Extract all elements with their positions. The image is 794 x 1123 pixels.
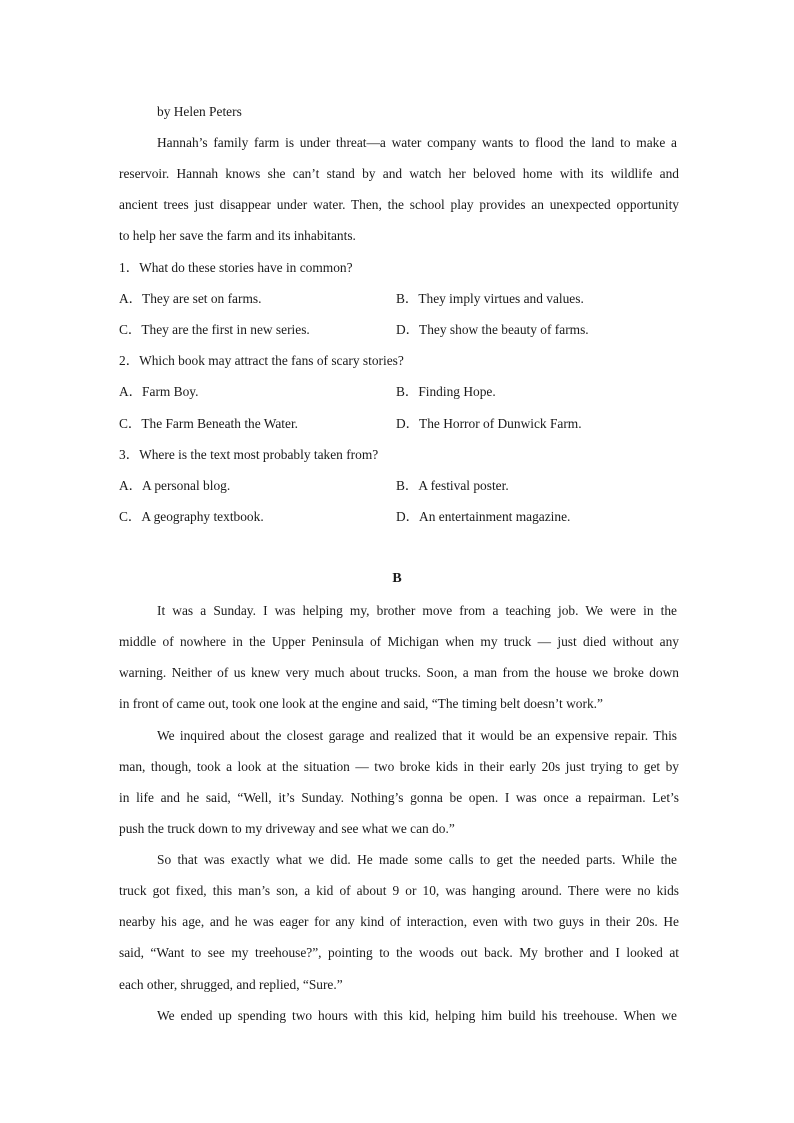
question-2-option-b: B．Finding Hope. <box>396 384 496 399</box>
passage-b-line: It was a Sunday. I was helping my, brother move from a teaching job. We were in the <box>157 603 677 618</box>
question-3-option-a: A．A personal blog. <box>119 478 231 493</box>
passage-b-line: each other, shrugged, and replied, “Sure.” <box>119 977 343 992</box>
question-2-option-d: D．The Horror of Dunwick Farm. <box>396 416 582 431</box>
question-1-option-d: D．They show the beauty of farms. <box>396 322 589 337</box>
question-2-option-a: A．Farm Boy. <box>119 384 199 399</box>
passage-a-line: to help her save the farm and its inhabitants. <box>119 228 356 243</box>
question-1-stem: 1．What do these stories have in common? <box>119 260 353 275</box>
passage-b-line: nearby his age, and he was eager for any kind of interaction, even with two guys in their 20s. He <box>119 914 679 929</box>
passage-b-line: push the truck down to my driveway and see what we can do.” <box>119 821 455 836</box>
passage-b-line: said, “Want to see my treehouse?”, pointing to the woods out back. My brother and I looked at <box>119 945 679 960</box>
question-1-option-b: B．They imply virtues and values. <box>396 291 584 306</box>
byline: by Helen Peters <box>157 104 242 119</box>
passage-b-line: man, though, took a look at the situation — two broke kids in their early 20s just trying to get by <box>119 759 679 774</box>
passage-b-line: warning. Neither of us knew very much about trucks. Soon, a man from the house we broke down <box>119 665 679 680</box>
passage-b-line: in front of came out, took one look at the engine and said, “The timing belt doesn’t work.” <box>119 696 603 711</box>
passage-b-line: We ended up spending two hours with this kid, helping him build his treehouse. When we <box>157 1008 677 1023</box>
passage-a-line: reservoir. Hannah knows she can’t stand by and watch her beloved home with its wildlife and <box>119 166 679 181</box>
question-3-stem: 3．Where is the text most probably taken from? <box>119 447 379 462</box>
question-1-option-a: A．They are set on farms. <box>119 291 262 306</box>
question-1-option-c: C．They are the first in new series. <box>119 322 310 337</box>
question-3-option-b: B．A festival poster. <box>396 478 509 493</box>
passage-b-line: middle of nowhere in the Upper Peninsula of Michigan when my truck — just died without any <box>119 634 679 649</box>
passage-a-line: Hannah’s family farm is under threat—a water company wants to flood the land to make a <box>157 135 677 150</box>
passage-a-line: ancient trees just disappear under water. Then, the school play provides an unexpected opportunity <box>119 197 679 212</box>
section-b-title: B <box>392 571 402 586</box>
question-2-option-c: C．The Farm Beneath the Water. <box>119 416 299 431</box>
passage-b-line: We inquired about the closest garage and realized that it would be an expensive repair. This <box>157 728 677 743</box>
question-3-option-c: C．A geography textbook. <box>119 509 264 524</box>
passage-b-line: truck got fixed, this man’s son, a kid of about 9 or 10, was hanging around. There were no kids <box>119 883 679 898</box>
passage-b-line: So that was exactly what we did. He made some calls to get the needed parts. While the <box>157 852 677 867</box>
question-3-option-d: D．An entertainment magazine. <box>396 509 571 524</box>
passage-b-line: in life and he said, “Well, it’s Sunday. Nothing’s gonna be open. I was once a repairman. Let’s <box>119 790 679 805</box>
question-2-stem: 2．Which book may attract the fans of scary stories? <box>119 353 404 368</box>
